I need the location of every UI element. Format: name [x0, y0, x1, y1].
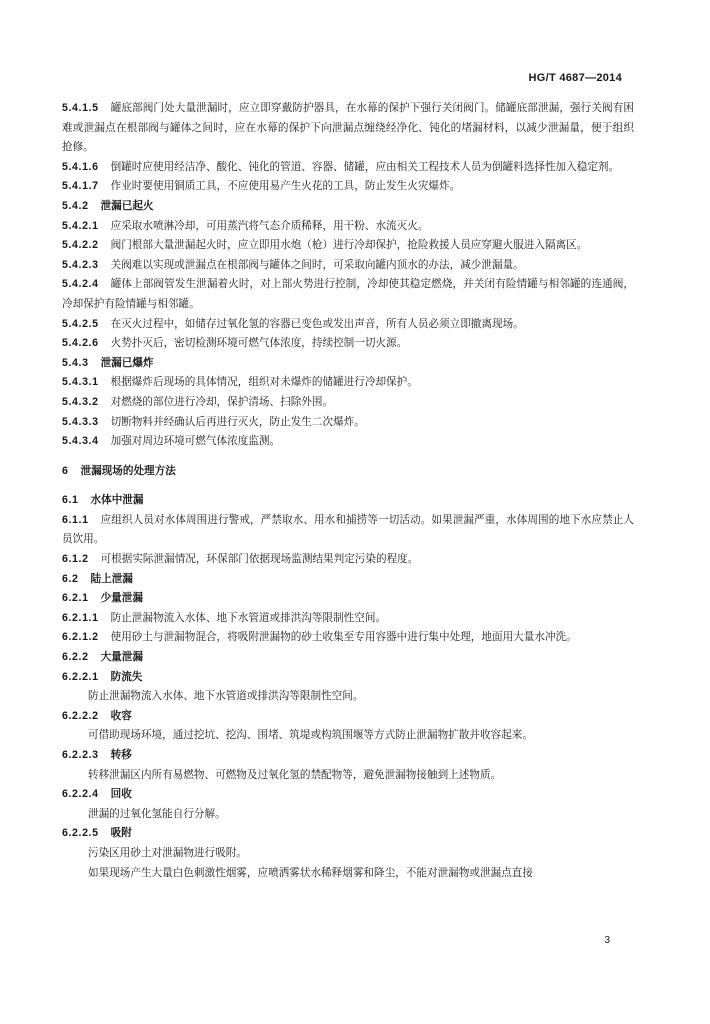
clause-text: 使用砂土与泄漏物混合，将吸附泄漏物的砂土收集至专用容器中进行集中处理，地面用大量水冲洗。 — [110, 631, 577, 644]
clause-number: 6.2.1.1 — [62, 611, 99, 624]
clause-paragraph — [62, 99, 634, 158]
section-heading — [62, 668, 634, 688]
clause-number: 6.1.2 — [62, 553, 89, 566]
clause-text: 如果现场产生大量白色刺激性烟雾，应喷洒雾状水稀释烟雾和降尘，不能对泄漏物或泄漏点直接 — [88, 866, 533, 879]
clause-number: 5.4.2.3 — [62, 258, 99, 271]
clause-number: 5.4.1.7 — [62, 180, 99, 193]
standard-code: HG/T 4687—2014 — [528, 72, 622, 84]
section-heading — [62, 354, 634, 374]
section-heading — [62, 824, 634, 844]
clause-text: 防止泄漏物流入水体、地下水管道或排洪沟等限制性空间。 — [88, 690, 364, 703]
clause-paragraph — [62, 334, 634, 354]
clause-text: 收容 — [110, 709, 132, 722]
clause-number: 5.4.1.6 — [62, 160, 99, 173]
clause-text: 转移 — [110, 749, 132, 761]
clause-paragraph — [62, 766, 634, 786]
clause-text: 大量泄漏 — [100, 651, 143, 664]
clause-number: 6.2.2.4 — [62, 788, 99, 801]
clause-number: 5.4.2.4 — [62, 278, 99, 291]
clause-paragraph — [62, 687, 634, 707]
clause-paragraph — [62, 177, 634, 197]
clause-text: 泄漏已起火 — [100, 199, 154, 212]
clause-text: 倒罐时应使用经洁净、酸化、钝化的管道、容器、储罐，应由相关工程技术人员为倒罐料选择性加入稳定剂。 — [110, 160, 620, 173]
clause-paragraph — [62, 393, 634, 413]
section-heading — [62, 785, 634, 805]
clause-paragraph — [62, 373, 634, 393]
clause-number: 6.1.1 — [62, 513, 89, 526]
clause-paragraph — [62, 864, 634, 884]
clause-paragraph — [62, 550, 634, 570]
clause-text: 罐体上部阀管发生泄漏着火时，对上部火势进行控制，冷却使其稳定燃烧，并关闭有险情罐与相邻罐的连通阀，冷却保护有险情罐与相邻罐。 — [62, 278, 634, 310]
clause-paragraph — [62, 256, 634, 276]
clause-paragraph — [62, 275, 634, 314]
clause-number: 6.2.2 — [62, 651, 89, 664]
clause-paragraph — [62, 413, 634, 433]
clause-number: 6.1 — [62, 494, 79, 507]
clause-number: 5.4.2.5 — [62, 317, 99, 330]
clause-paragraph — [62, 432, 634, 452]
clause-number: 5.4.2 — [62, 199, 89, 212]
clause-text: 可根据实际泄漏情况，环保部门依据现场监测结果判定污染的程度。 — [100, 553, 419, 566]
clause-number: 6.2.2.3 — [62, 749, 99, 761]
clause-text: 陆上泄漏 — [90, 572, 133, 585]
clause-text: 转移泄漏区内所有易燃物、可燃物及过氧化氢的禁配物等，避免泄漏物接触到上述物质。 — [88, 768, 502, 781]
clause-text: 对燃烧的部位进行冷却，保护清场、扫除外围。 — [110, 395, 334, 408]
clause-number: 6.2.2.2 — [62, 709, 99, 722]
clause-paragraph — [62, 158, 634, 178]
clause-number: 6.2.2.1 — [62, 670, 99, 683]
clause-text: 切断物料并经确认后再进行灭火，防止发生二次爆炸。 — [110, 415, 365, 428]
section-heading — [62, 462, 634, 482]
clause-text: 可借助现场环境，通过挖坑、挖沟、围堵、筑堤或构筑围堰等方式防止泄漏物扩散并收容起来。 — [88, 729, 533, 742]
clause-text: 应组织人员对水体周围进行警戒，严禁取水、用水和捕捞等一切活动。如果泄漏严重，水体周围的地下水应禁止人员饮用。 — [62, 513, 634, 546]
clause-number: 6.2.1 — [62, 592, 89, 605]
clause-text: 应采取水喷淋冷却，可用蒸汽将气态介质稀释，用干粉、水流灭火。 — [110, 219, 429, 232]
clause-number: 5.4.3.2 — [62, 395, 99, 408]
clause-text: 阀门根部大量泄漏起火时，应立即用水炮（枪）进行冷却保护，抢险救援人员应穿避火服进入隔离区。 — [110, 239, 588, 252]
section-heading — [62, 648, 634, 668]
clause-paragraph — [62, 628, 634, 648]
clause-number: 5.4.1.5 — [62, 102, 99, 114]
clause-number: 6.2.2.5 — [62, 827, 99, 840]
clause-paragraph — [62, 726, 634, 746]
clause-number: 5.4.2.1 — [62, 219, 99, 232]
clause-text: 加强对周边环境可燃气体浓度监测。 — [110, 435, 281, 448]
clause-number: 5.4.3.1 — [62, 376, 99, 389]
clause-number: 6.2.1.2 — [62, 631, 99, 644]
clause-text: 罐底部阀门处大量泄漏时，应立即穿戴防护器具，在水幕的保护下强行关闭阀门。储罐底部泄漏，强行关阀有困难或泄漏点在根部阀与罐体之间时，应在水幕的保护下向泄漏点缠绕经净化、钝化的堵漏材料，以减少泄漏量，便于组织抢修。 — [62, 102, 634, 154]
clause-text: 水体中泄漏 — [90, 494, 144, 507]
clause-text: 关阀难以实现或泄漏点在根部阀与罐体之间时，可采取向罐内顶水的办法，减少泄漏量。 — [110, 258, 524, 271]
clause-text: 火势扑灭后，密切检测环境可燃气体浓度，持续控制一切火源。 — [110, 337, 408, 350]
section-heading — [62, 570, 634, 590]
clause-paragraph — [62, 805, 634, 825]
clause-paragraph — [62, 844, 634, 864]
clause-text: 防止泄漏物流入水体、地下水管道或排洪沟等限制性空间。 — [110, 611, 387, 624]
clause-number: 6.2 — [62, 572, 79, 585]
clause-number: 5.4.2.2 — [62, 239, 99, 252]
clause-paragraph — [62, 236, 634, 256]
section-heading — [62, 589, 634, 609]
clause-text: 污染区用砂土对泄漏物进行吸附。 — [88, 846, 247, 859]
section-heading — [62, 707, 634, 727]
clause-number: 5.4.3.3 — [62, 415, 99, 428]
clause-paragraph — [62, 511, 634, 550]
clause-paragraph — [62, 609, 634, 629]
clause-text: 作业时要使用铜质工具，不应使用易产生火花的工具，防止发生火灾爆炸。 — [110, 180, 461, 193]
clause-number: 6 — [62, 464, 69, 477]
clause-text: 在灭火过程中，如储存过氧化氢的容器已变色或发出声音，所有人员必须立即撤离现场。 — [110, 317, 524, 330]
section-heading — [62, 746, 634, 766]
clause-paragraph — [62, 217, 634, 237]
section-heading — [62, 491, 634, 511]
clause-text: 泄漏的过氧化氢能自行分解。 — [88, 807, 226, 820]
clause-text: 泄漏已爆炸 — [100, 356, 154, 369]
clause-text: 回收 — [110, 788, 132, 801]
clause-paragraph — [62, 315, 634, 335]
clause-text: 泄漏现场的处理方法 — [80, 464, 176, 477]
clause-text: 根据爆炸后现场的具体情况，组织对未爆炸的储罐进行冷却保护。 — [110, 376, 418, 389]
page-number: 3 — [604, 935, 610, 946]
clause-text: 吸附 — [110, 827, 132, 840]
clause-number: 5.4.2.6 — [62, 337, 99, 350]
clause-text: 防流失 — [110, 670, 143, 683]
section-heading — [62, 197, 634, 217]
clause-text: 少量泄漏 — [100, 592, 143, 605]
clause-number: 5.4.3 — [62, 356, 89, 369]
clause-number: 5.4.3.4 — [62, 435, 99, 448]
document-body — [62, 99, 634, 883]
